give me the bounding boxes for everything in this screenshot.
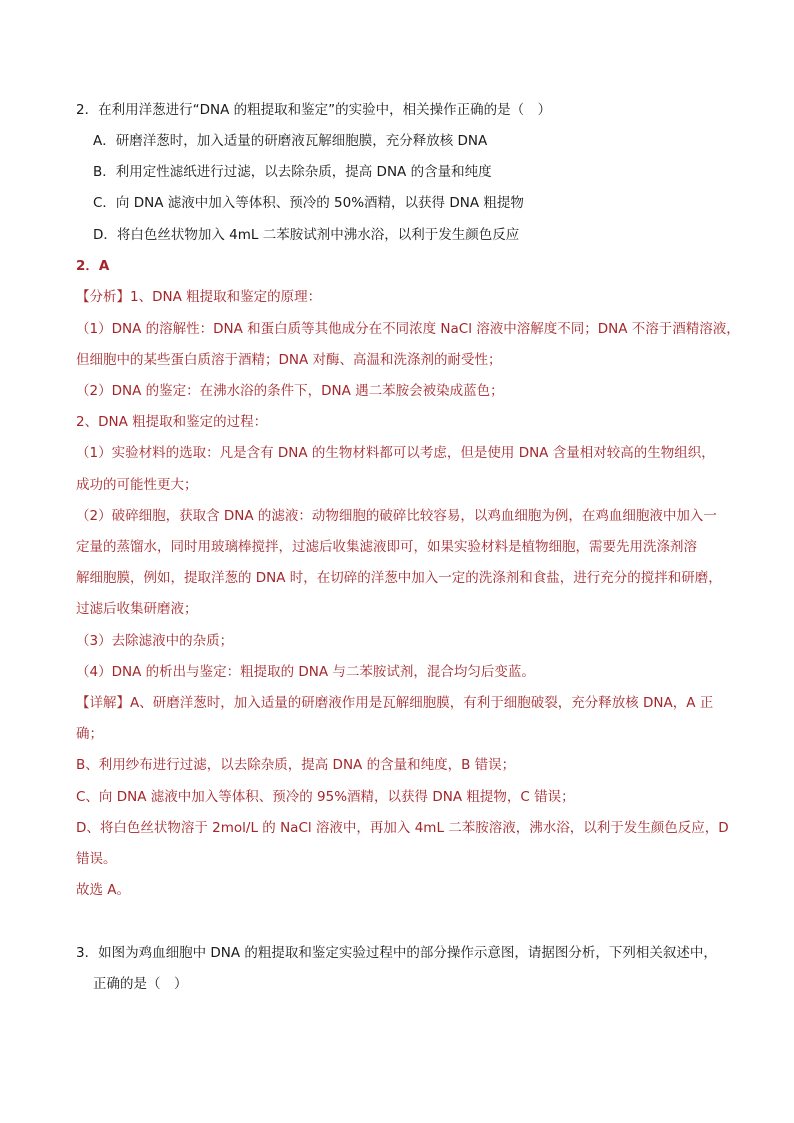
- question-3-stem-line-2: 正确的是（ ）: [93, 976, 188, 992]
- analysis-line: （2）DNA 的鉴定：在沸水浴的条件下，DNA 遇二苯胺会被染成蓝色；: [76, 383, 504, 399]
- question-2-text: 在利用洋葱进行“DNA 的粗提取和鉴定”的实验中，相关操作正确的是（ ）: [98, 102, 552, 118]
- question-2-number: 2．: [76, 102, 99, 118]
- analysis-line: （1）实验材料的选取：凡是含有 DNA 的生物材料都可以考虑，但是使用 DNA 含量相对较高的生物组织，: [76, 445, 715, 461]
- analysis-line: 过滤后收集研磨液；: [76, 601, 198, 617]
- detail-line: B、利用纱布进行过滤，以去除杂质，提高 DNA 的含量和纯度，B 错误；: [76, 757, 516, 773]
- question-2-stem: [76, 100, 776, 120]
- question-2-option-a: A．研磨洋葱时，加入适量的研磨液瓦解细胞膜，充分释放核 DNA: [93, 133, 488, 149]
- question-2-option-c: C．向 DNA 滤液中加入等体积、预冷的 50%酒精，以获得 DNA 粗提物: [93, 195, 524, 211]
- detail-line: D、将白色丝状物溶于 2mol/L 的 NaCl 溶液中，再加入 4mL 二苯胺溶液，沸水浴，以利于发生颜色反应，D: [76, 820, 729, 836]
- analysis-line: 成功的可能性更大；: [76, 477, 198, 493]
- answer-label: 2．A: [76, 258, 110, 274]
- analysis-line: （4）DNA 的析出与鉴定：粗提取的 DNA 与二苯胺试剂，混合均匀后变蓝。: [76, 664, 535, 680]
- analysis-line: （2）破碎细胞，获取含 DNA 的滤液：动物细胞的破碎比较容易，以鸡血细胞为例，在鸡血细胞液中加入一: [76, 508, 717, 524]
- detail-line: 【详解】A、研磨洋葱时，加入适量的研磨液作用是瓦解细胞膜，有利于细胞破裂，充分释放核 DNA，A 正: [76, 695, 714, 711]
- detail-line: 错误。: [76, 851, 117, 867]
- analysis-line: 但细胞中的某些蛋白质溶于酒精；DNA 对酶、高温和洗涤剂的耐受性；: [76, 352, 502, 368]
- conclusion-line: 故选 A。: [76, 882, 131, 898]
- detail-line: C、向 DNA 滤液中加入等体积、预冷的 95%酒精，以获得 DNA 粗提物，C 错误；: [76, 789, 575, 805]
- detail-line: 确；: [76, 726, 103, 742]
- analysis-line: 【分析】1、DNA 粗提取和鉴定的原理：: [76, 289, 322, 305]
- question-2-option-b: B．利用定性滤纸进行过滤，以去除杂质，提高 DNA 的含量和纯度: [93, 164, 492, 180]
- analysis-line: （1）DNA 的溶解性：DNA 和蛋白质等其他成分在不同浓度 NaCl 溶液中溶解度不同；DNA 不溶于酒精溶液，: [76, 321, 740, 337]
- question-3-stem-line-1: 3．如图为鸡血细胞中 DNA 的粗提取和鉴定实验过程中的部分操作示意图，请据图分析，下列相关叙述中，: [76, 945, 717, 961]
- analysis-line: （3）去除滤液中的杂质；: [76, 633, 234, 649]
- question-2-option-d: D．将白色丝状物加入 4mL 二苯胺试剂中沸水浴，以利于发生颜色反应: [93, 227, 520, 243]
- analysis-line: 定量的蒸馏水，同时用玻璃棒搅拌，过滤后收集滤液即可，如果实验材料是植物细胞，需要先用洗涤剂溶: [76, 539, 697, 555]
- analysis-line: 解细胞膜，例如，提取洋葱的 DNA 时，在切碎的洋葱中加入一定的洗涤剂和食盐，进行充分的搅拌和研磨，: [76, 570, 722, 586]
- analysis-line: 2、DNA 粗提取和鉴定的过程：: [76, 414, 268, 430]
